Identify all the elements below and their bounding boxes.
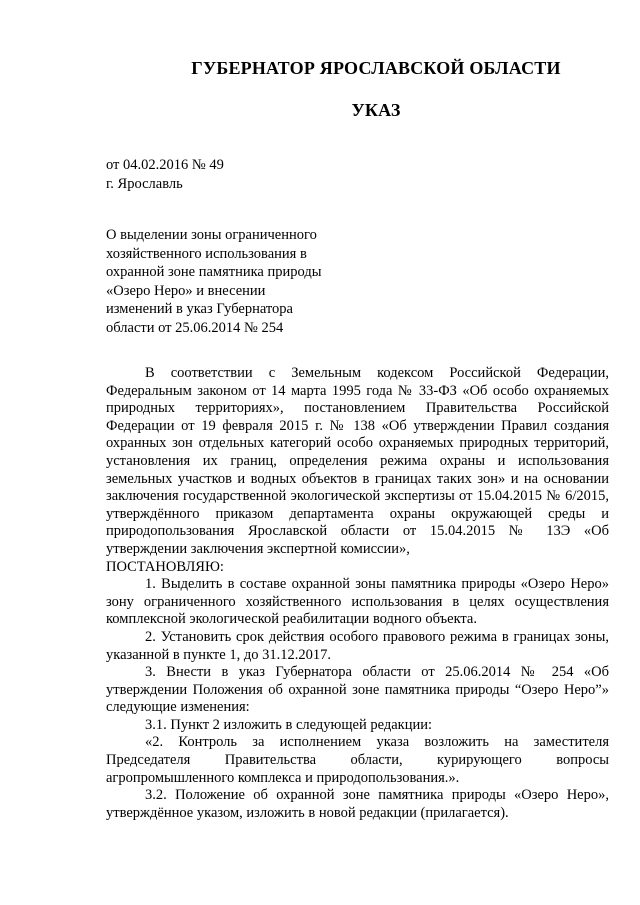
item-3: 3. Внести в указ Губернатора области от 25.06.2014 № 254 «Об утверждении Положения об охранной зоне памятника природы “Озеро Неро”» следующие изменения: <box>106 664 609 716</box>
date-number: от 04.02.2016 № 49 <box>106 157 224 173</box>
subject-line: изменений в указ Губернатора <box>106 301 293 317</box>
place: г. Ярославль <box>106 176 183 192</box>
document-meta <box>106 156 224 194</box>
decree-word: ПОСТАНОВЛЯЮ: <box>106 558 224 575</box>
subject-line: О выделении зоны ограниченного <box>106 227 317 243</box>
item-3-1-quote: «2. Контроль за исполнением указа возложить на заместителя Председателя Правительства области, курирующего вопросы агропромышленного комплекса и природопользования.». <box>106 734 609 786</box>
item-3-1: 3.1. Пункт 2 изложить в следующей редакции: <box>145 716 433 733</box>
preamble-paragraph: В соответствии с Земельным кодексом Российской Федерации, Федеральным законом от 14 марта 1995 года № 33-ФЗ «Об особо охраняемых природных территориях», постановлением Правительства Российской Федерации от 19 февраля 2015 г. № 138 «Об утверждении Правил создания охранных зон отдельных категорий особо охраняемых природных территорий, установления их границ, определения режима охраны и использования земельных участков и водных объектов в границах таких зон» и на основании заключения государственной экологической экспертизы от 15.04.2015 № 6/2015, утверждённого приказом департамента охраны окружающей среды и природопользования Ярославской области от 15.04.2015 № 13Э «Об утверждении заключения экспертной комиссии», <box>106 365 609 557</box>
subject-line: охранной зоне памятника природы <box>106 264 322 280</box>
document-body <box>106 365 609 822</box>
subject-line: «Озеро Неро» и внесении <box>106 282 266 299</box>
subject-line: хозяйственного использования в <box>106 245 307 262</box>
subject-line: области от 25.06.2014 № 254 <box>106 319 284 336</box>
subject-block <box>106 226 356 337</box>
item-3-2: 3.2. Положение об охранной зоне памятника природы «Озеро Неро», утверждённое указом, изложить в новой редакции (прилагается). <box>106 787 609 821</box>
item-1: 1. Выделить в составе охранной зоны памятника природы «Озеро Неро» зону ограниченного хозяйственного использования в целях осуществления комплексной экологической реабилитации водного объекта. <box>106 576 609 628</box>
document-type-heading: УКАЗ <box>351 100 401 120</box>
authority-heading: ГУБЕРНАТОР ЯРОСЛАВСКОЙ ОБЛАСТИ <box>191 58 561 78</box>
item-2: 2. Установить срок действия особого правового режима в границах зоны, указанной в пункте 1, до 31.12.2017. <box>106 628 609 663</box>
